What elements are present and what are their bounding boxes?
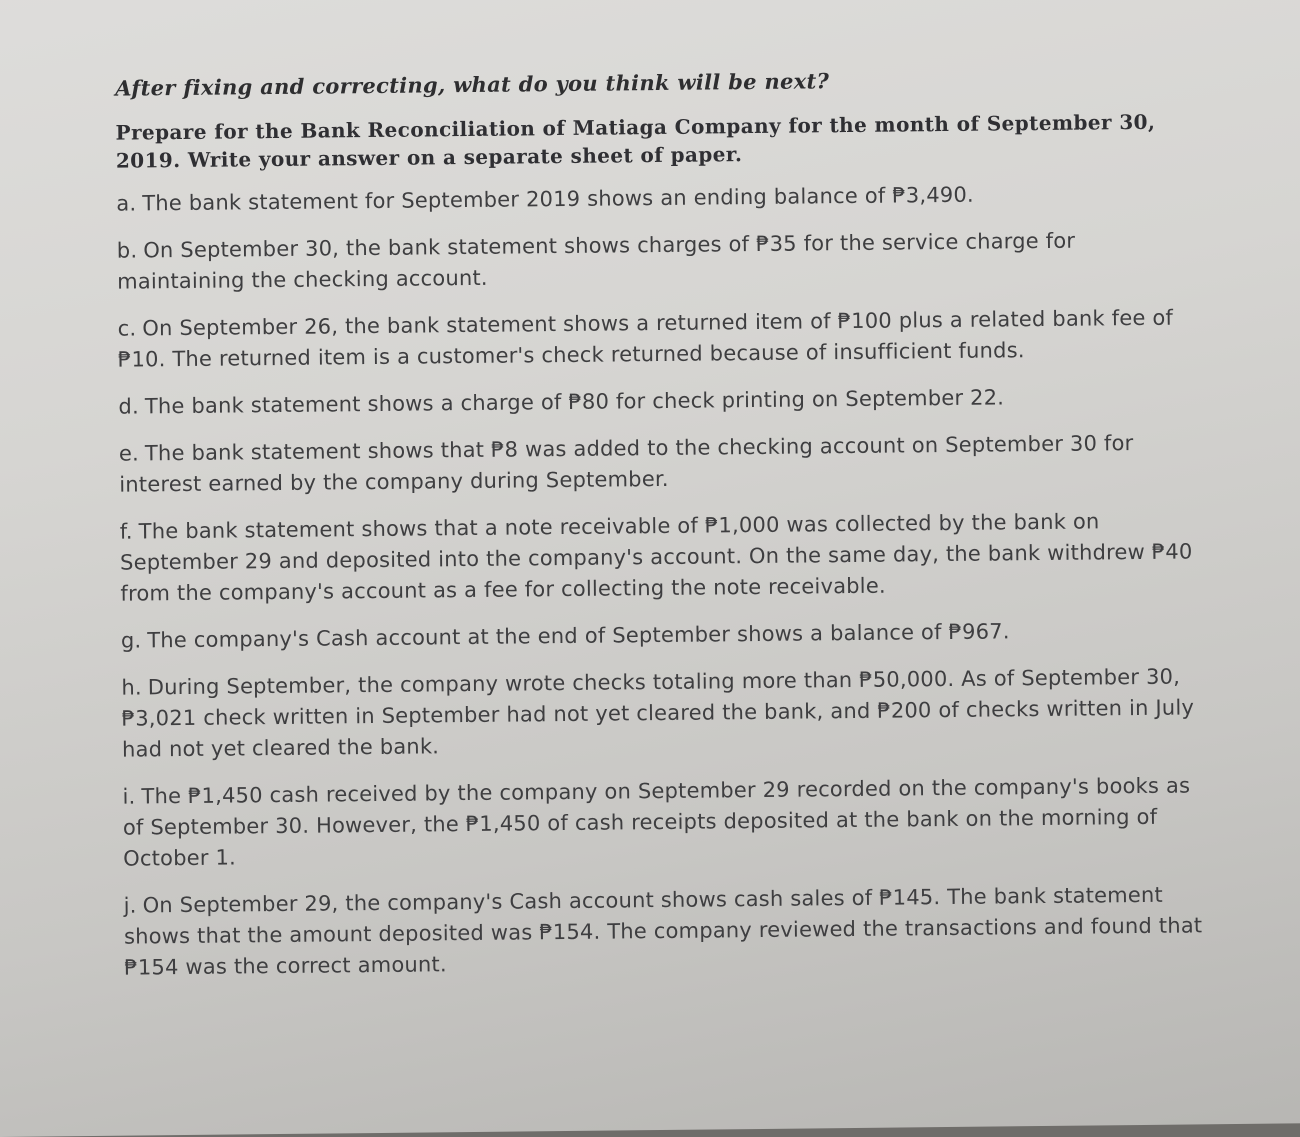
item-text: The bank statement shows that ₱8 was added to the checking account on September 30 for interest earned by the company during September. xyxy=(119,431,1134,497)
list-item xyxy=(120,505,1211,609)
item-letter: a. xyxy=(116,191,137,216)
item-letter: c. xyxy=(117,316,137,341)
item-letter: e. xyxy=(118,441,140,466)
list-item xyxy=(117,224,1208,297)
instructions-text: Prepare for the Bank Reconciliation of Matiaga Company for the month of September 30, 2019. Write your answer on a separate sheet of paper. xyxy=(115,109,1156,173)
item-text: On September 29, the company's Cash account shows cash sales of ₱145. The bank statement shows that the amount deposited was ₱154. The company reviewed the transactions and found that ₱154 was the correct amount. xyxy=(123,882,1203,980)
section-heading: After fixing and correcting, what do you think will be next? xyxy=(115,68,830,101)
item-letter: h. xyxy=(121,675,142,700)
list-item xyxy=(116,177,1206,219)
item-letter: f. xyxy=(119,519,133,544)
item-text: The company's Cash account at the end of September shows a balance of ₱967. xyxy=(147,619,1010,653)
item-text: The bank statement shows that a note receivable of ₱1,000 was collected by the bank on September 29 and deposited into the company's account. On the same day, the bank withdrew ₱40 from the company's account as a fee for collecting the note receivable. xyxy=(119,509,1193,606)
list-item xyxy=(122,770,1213,874)
document-content xyxy=(115,64,1215,999)
item-letter: i. xyxy=(122,784,136,809)
item-letter: j. xyxy=(123,893,137,918)
list-item xyxy=(117,302,1208,375)
list-item xyxy=(119,427,1210,500)
item-text: The bank statement for September 2019 shows an ending balance of ₱3,490. xyxy=(142,182,974,216)
item-letter: g. xyxy=(120,628,142,653)
list-item xyxy=(118,380,1208,422)
item-text: The ₱1,450 cash received by the company on September 29 recorded on the company's books as of September 30. However, the ₱1,450 of cash receipts deposited at the bank on the morning of October 1. xyxy=(122,773,1191,871)
item-text: On September 26, the bank statement shows a returned item of ₱100 plus a related bank fee of ₱10. The returned item is a customer's check returned because of insufficient funds. xyxy=(117,305,1174,372)
item-text: The bank statement shows a charge of ₱80 for check printing on September 22. xyxy=(144,385,1005,419)
item-letter: d. xyxy=(118,394,140,419)
item-text: On September 30, the bank statement shows charges of ₱35 for the service charge for maintaining the checking account. xyxy=(117,228,1076,294)
list-item xyxy=(121,661,1212,765)
list-item xyxy=(124,879,1215,983)
list-item xyxy=(121,614,1211,656)
item-letter: b. xyxy=(116,238,138,263)
item-text: During September, the company wrote checks totaling more than ₱50,000. As of September 30, ₱3,021 check written in September had not yet cleared the bank, and ₱200 of checks written in July had not yet cleared the bank. xyxy=(121,664,1195,762)
